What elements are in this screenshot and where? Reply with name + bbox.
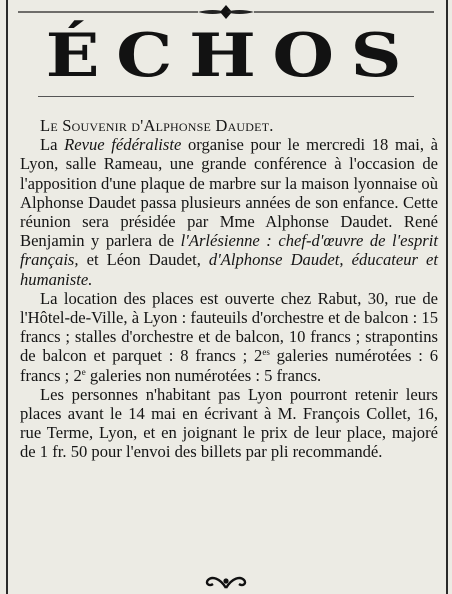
article-body	[20, 116, 438, 462]
heading-divider	[38, 96, 414, 97]
fleuron-icon	[200, 574, 252, 590]
paragraph-announcement: La Revue fédéraliste organise pour le mercredi 18 mai, à Lyon, salle Rameau, une grande conférence à l'occasion de l'apposition d'une plaque de marbre sur la maison lyonnaise où Alphonse Daudet passa plusieurs années de son enfance. Cette réunion sera présidée par Mme Alphonse Daudet. René Benjamin y parlera de l'Arlésienne : chef-d'œuvre de l'esprit français, et Léon Daudet, d'Alphonse Daudet, éducateur et humaniste.	[20, 135, 438, 289]
top-ornament-rule	[18, 2, 434, 22]
section-heading: ÉCHOS	[45, 21, 419, 91]
article-title: Le Souvenir d'Alphonse Daudet.	[40, 116, 274, 135]
paragraph-reservations: Les personnes n'habitant pas Lyon pourront retenir leurs places avant le 14 mai en écrivant à M. François Collet, 16, rue Terme, Lyon, et en joignant le prix de leur place, majoré de 1 fr. 50 pour l'envoi des billets par pli recommandé.	[20, 384, 438, 462]
paragraph-tickets: La location des places est ouverte chez Rabut, 30, rue de l'Hôtel-de-Ville, à Lyon : fauteuils d'orchestre et de balcon : 15 francs ; stalles d'orchestre et de balcon, 10 francs ; strapontins de balcon et parquet : 8 francs ; $2^{es}$ galeries numérotées : 6 francs ; 2e galeries non numérotées : 5 francs.	[20, 288, 438, 385]
left-column-rule	[6, 0, 8, 594]
right-column-rule	[446, 0, 448, 594]
